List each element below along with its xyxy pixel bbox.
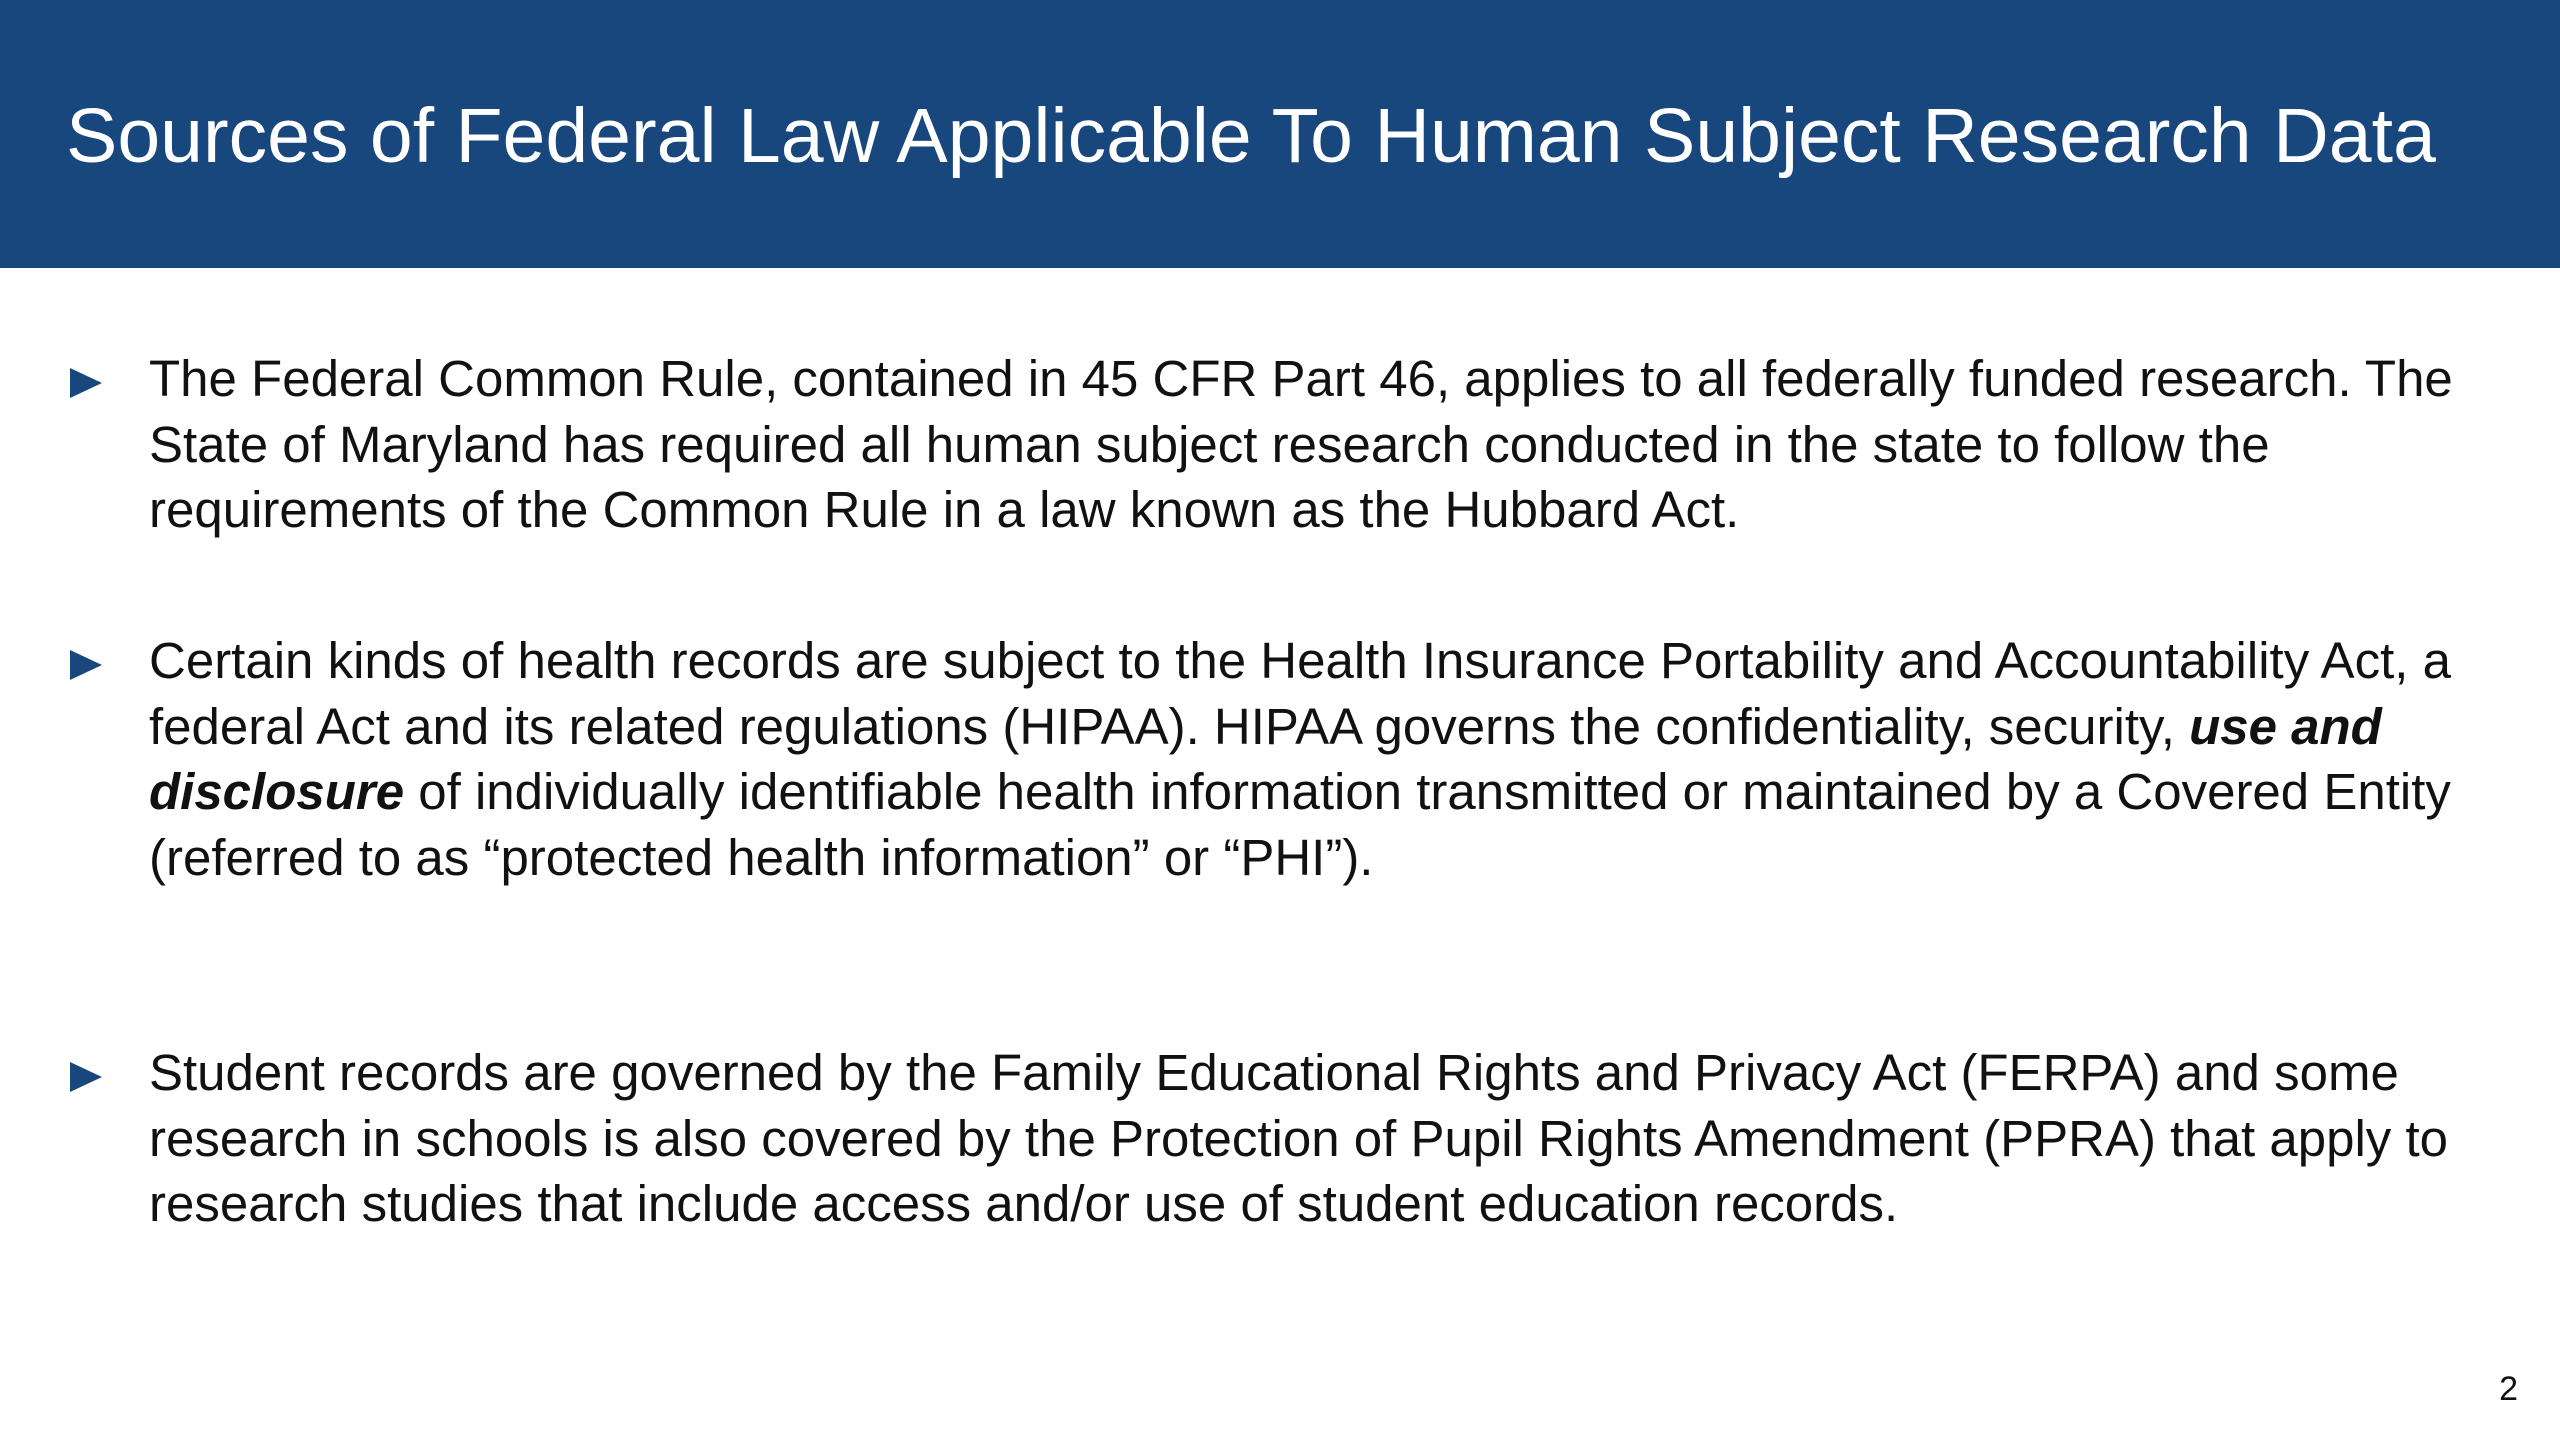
triangle-bullet-icon [70,650,102,680]
bullet-text: Student records are governed by the Family Educational Rights and Privacy Act (FERPA) and some research in schools is also covered by the Protection of Pupil Rights Amendment (PPRA) that apply to research studies that include access and/or use of student education records. [149,1044,2448,1232]
triangle-bullet-icon [70,1062,102,1092]
bullet-text [149,628,2560,890]
bullet-text: The Federal Common Rule, contained in 45 CFR Part 46, applies to all federally funded research. The State of Maryland has required all human subject research conducted in the state to follow the requirements of the Common Rule in a law known as the Hubbard Act. [149,350,2453,538]
bullet-text-before: Certain kinds of health records are subject to the Health Insurance Portability and Accountability Act, a federal Act and its related regulations (HIPAA). HIPAA governs the confidentiality, security, [149,632,2451,755]
page-number: 2 [2499,1370,2518,1408]
bullet-text-emphasis: use and disclosure [149,697,2382,820]
slide-title: Sources of Federal Law Applicable To Human Subject Research Data [66,93,2436,179]
triangle-bullet-icon [70,368,102,398]
bullet-text-after: of individually identifiable health information transmitted or maintained by a Covered Entity (referred to as “protected health information” or “PHI”). [149,763,2451,886]
